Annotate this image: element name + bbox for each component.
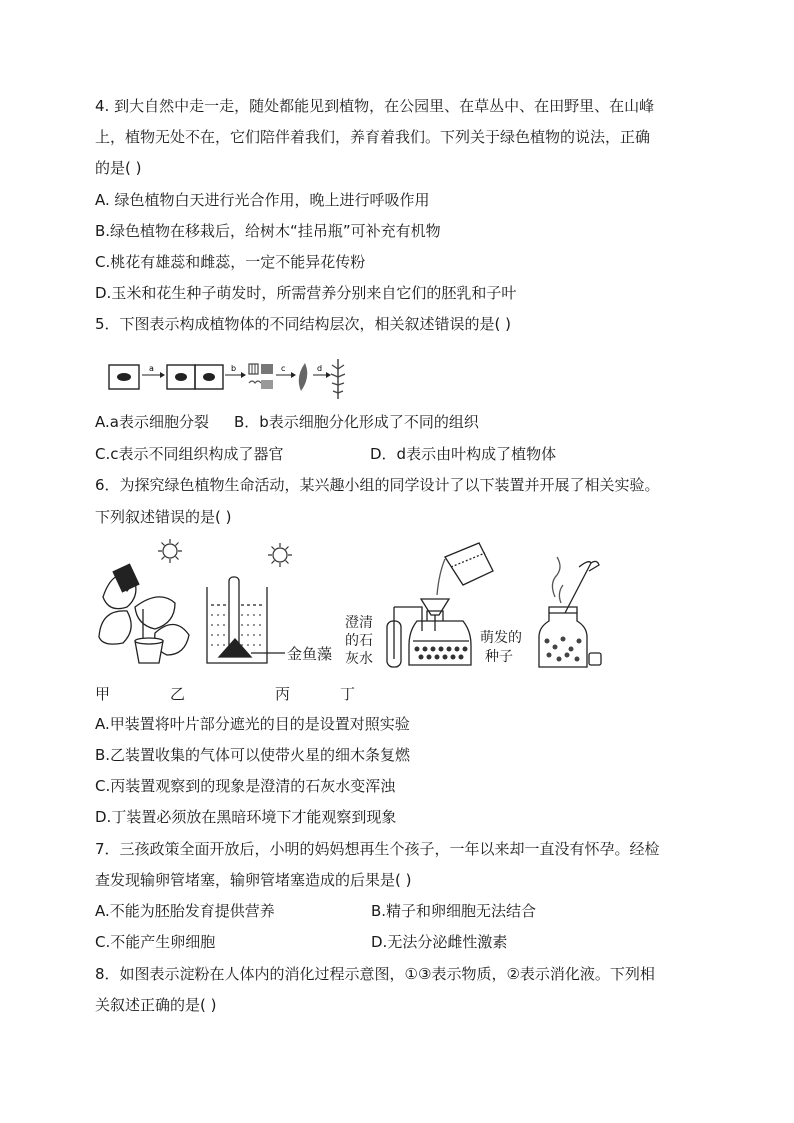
whole-plant	[331, 359, 345, 399]
label-limewater-2: 的石	[345, 633, 373, 649]
q5-option-a: A.a表示细胞分裂	[95, 413, 209, 431]
q7-option-a: A.不能为胚胎发育提供营养	[95, 902, 275, 920]
q5-stem: 5．下图表示构成植物体的不同结构层次，相关叙述错误的是( )	[95, 315, 512, 333]
sun-icon	[268, 543, 292, 567]
arrow-label-c: c	[281, 364, 286, 373]
jar-seeds	[545, 637, 582, 662]
q6-option-b: B.乙装置收集的气体可以使带火星的细木条复燃	[95, 746, 411, 764]
q4-option-d: D.玉米和花生种子萌发时，所需营养分别来自它们的胚乳和子叶	[95, 284, 517, 302]
q6-option-a: A.甲装置将叶片部分遮光的目的是设置对照实验	[95, 715, 410, 733]
seed-fill	[415, 647, 468, 660]
q7-stem-line2: 查发现输卵管堵塞，输卵管堵塞造成的后果是( )	[95, 871, 412, 889]
label-limewater-1: 澄清	[345, 615, 373, 631]
label-seeds-2: 种子	[485, 649, 513, 665]
q4-option-b: B.绿色植物在移栽后，给树木“挂吊瓶”可补充有机物	[95, 222, 441, 240]
plant-experiment-figure	[95, 537, 605, 677]
q7-option-c: C.不能产生卵细胞	[95, 933, 216, 951]
plant-structure-levels-figure	[105, 355, 345, 401]
beaker-apparatus	[207, 577, 285, 663]
label-jinyuzao: 金鱼藻	[287, 645, 333, 663]
arrow-label-b: b	[231, 364, 237, 373]
tissues	[249, 364, 273, 389]
potted-plant-apparatus	[99, 564, 189, 663]
q4-option-a: A. 绿色植物白天进行光合作用，晚上进行呼吸作用	[95, 191, 430, 209]
q8-stem-line2: 关叙述正确的是( )	[95, 996, 217, 1014]
q5-option-b: B．b表示细胞分化形成了不同的组织	[234, 413, 479, 431]
arrow-label-a: a	[149, 364, 154, 373]
sun-icon	[158, 539, 182, 563]
pouring-beaker	[437, 543, 493, 595]
q4-stem-line1: 4. 到大自然中走一走，随处都能见到植物，在公园里、在草丛中、在田野里、在山峰	[95, 97, 655, 115]
q4-stem-line2: 上，植物无处不在，它们陪伴着我们，养育着我们。下列关于绿色植物的说法，正确	[95, 128, 651, 146]
q5-option-d: D．d表示由叶构成了植物体	[370, 445, 557, 463]
leaf-organ	[299, 363, 308, 391]
q8-stem-line1: 8．如图表示淀粉在人体内的消化过程示意图，①③表示物质，②表示消化液。下列相	[95, 965, 655, 983]
q4-stem-line3: 的是( )	[95, 159, 142, 177]
label-ding: 丁	[340, 685, 356, 703]
arrow-label-d: d	[317, 364, 323, 373]
q5-option-c: C.c表示不同组织构成了器官	[95, 445, 284, 463]
q6-option-c: C.丙装置观察到的现象是澄清的石灰水变浑浊	[95, 777, 396, 795]
q6-stem-line2: 下列叙述错误的是( )	[95, 508, 232, 526]
q7-option-d: D.无法分泌雌性激素	[371, 933, 508, 951]
q4-option-c: C.桃花有雄蕊和雌蕊，一定不能异花传粉	[95, 253, 366, 271]
q7-option-b: B.精子和卵细胞无法结合	[371, 902, 537, 920]
label-yi: 乙	[170, 685, 186, 703]
label-limewater-3: 灰水	[345, 651, 373, 667]
label-jia: 甲	[95, 685, 111, 703]
q6-option-d: D.丁装置必须放在黑暗环境下才能观察到现象	[95, 808, 397, 826]
label-bing: 丙	[275, 685, 291, 703]
q7-stem-line1: 7．三孩政策全面开放后，小明的妈妈想再生个孩子，一年以来却一直没有怀孕。经检	[95, 840, 660, 858]
q6-stem-line1: 6．为探究绿色植物生命活动，某兴趣小组的同学设计了以下装置并开展了相关实验。	[95, 476, 660, 494]
label-seeds-1: 萌发的	[480, 630, 522, 646]
